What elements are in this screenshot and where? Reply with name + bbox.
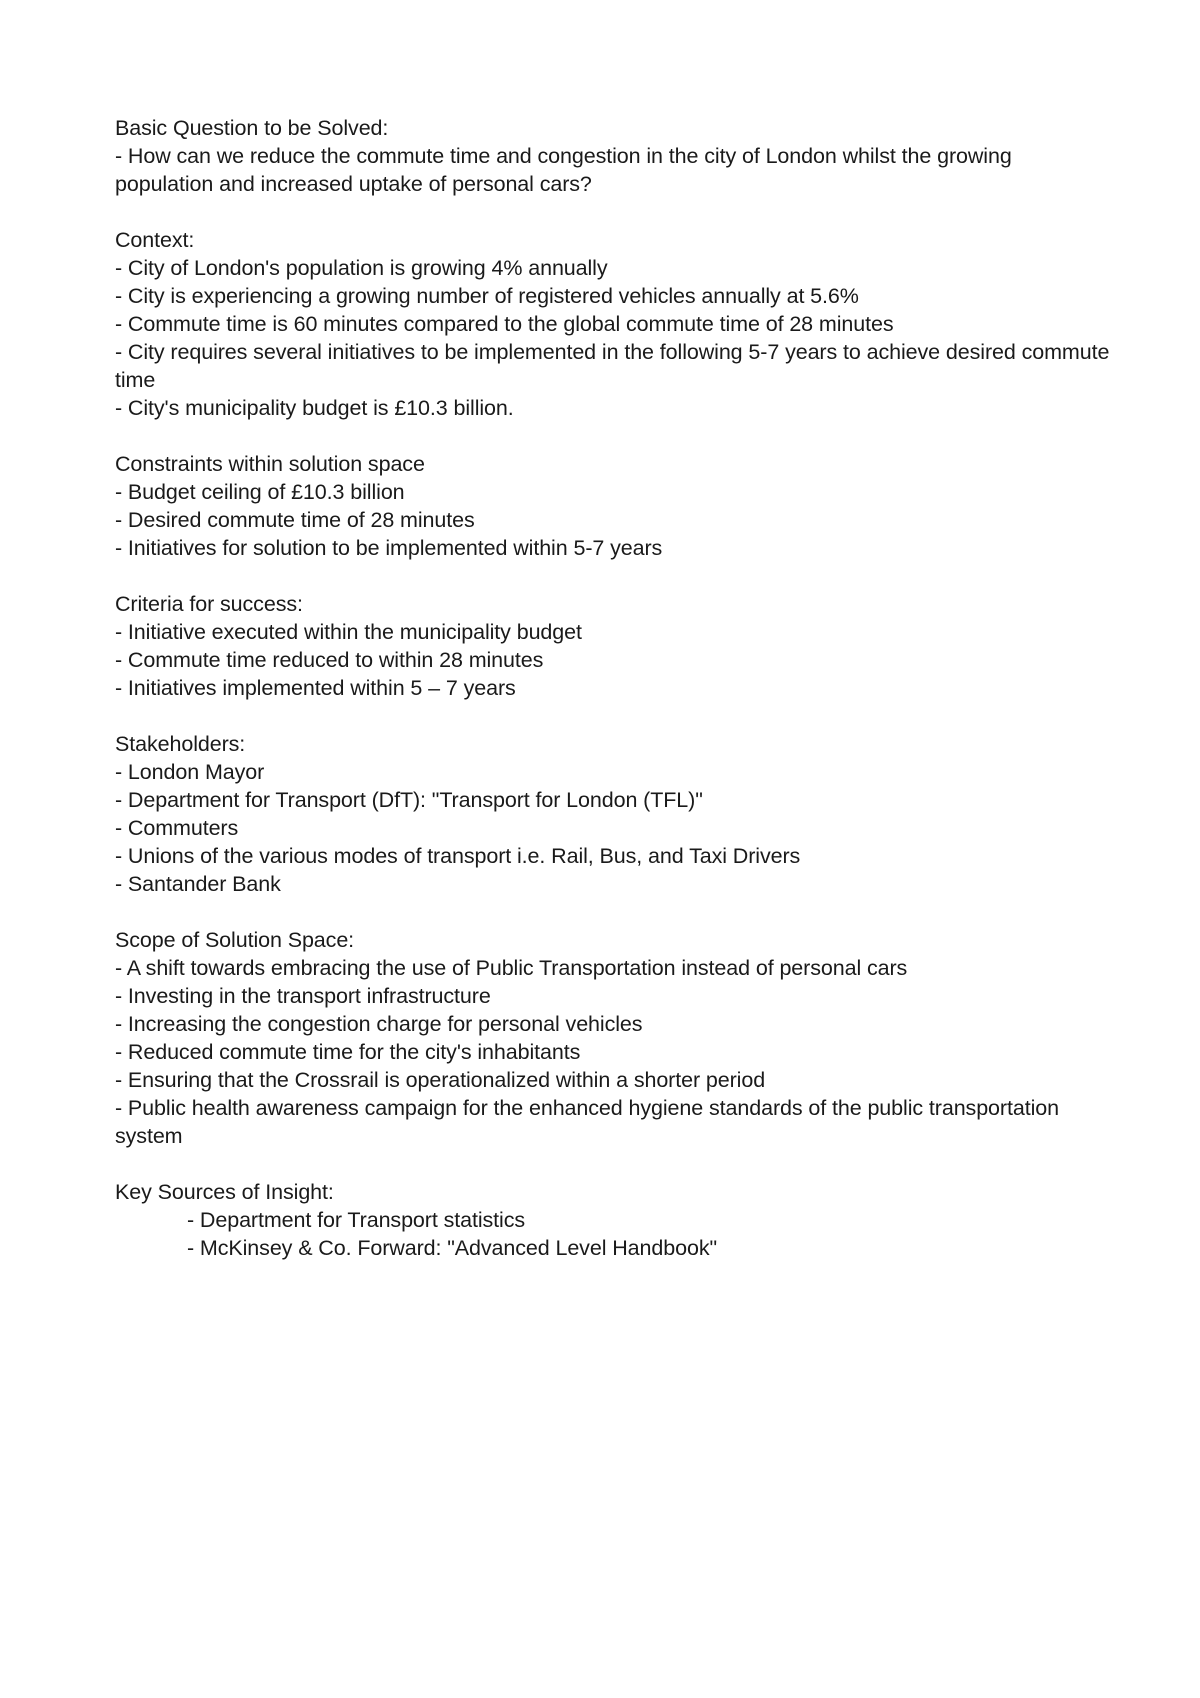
list-item: - Initiatives implemented within 5 – 7 years (115, 676, 516, 700)
list-item: - City is experiencing a growing number of registered vehicles annually at 5.6% (115, 284, 859, 308)
section-scope (115, 926, 1115, 1150)
list-item: - Desired commute time of 28 minutes (115, 508, 475, 532)
section-stakeholders (115, 730, 1115, 898)
list-item: - London Mayor (115, 760, 265, 784)
list-item: - Department for Transport statistics (187, 1208, 526, 1232)
list-item: - Public health awareness campaign for the enhanced hygiene standards of the public transportation system (115, 1096, 1059, 1148)
section-basic-question (115, 114, 1115, 198)
section-criteria (115, 590, 1115, 702)
list-item: - Santander Bank (115, 872, 281, 896)
section-heading: Stakeholders: (115, 732, 246, 756)
section-heading: Scope of Solution Space: (115, 928, 355, 952)
list-item: - Initiative executed within the municipality budget (115, 620, 582, 644)
list-item: - Ensuring that the Crossrail is operationalized within a shorter period (115, 1068, 766, 1092)
section-heading: Constraints within solution space (115, 452, 425, 476)
list-item: - McKinsey & Co. Forward: "Advanced Level Handbook" (187, 1236, 717, 1260)
list-item: - Commute time reduced to within 28 minutes (115, 648, 544, 672)
document-page (115, 114, 1115, 1290)
section-heading: Basic Question to be Solved: (115, 116, 389, 140)
list-item: - City's municipality budget is £10.3 billion. (115, 396, 514, 420)
section-constraints (115, 450, 1115, 562)
list-item: - A shift towards embracing the use of Public Transportation instead of personal cars (115, 956, 908, 980)
section-context (115, 226, 1115, 422)
section-heading: Criteria for success: (115, 592, 303, 616)
list-item: - Investing in the transport infrastructure (115, 984, 491, 1008)
section-key-sources (115, 1178, 1115, 1262)
list-item: - City of London's population is growing 4% annually (115, 256, 608, 280)
list-item: - Unions of the various modes of transport i.e. Rail, Bus, and Taxi Drivers (115, 844, 801, 868)
list-item: - How can we reduce the commute time and congestion in the city of London whilst the growing population and increased uptake of personal cars? (115, 144, 1012, 196)
list-item: - City requires several initiatives to be implemented in the following 5-7 years to achieve desired commute time (115, 340, 1110, 392)
list-item: - Initiatives for solution to be implemented within 5-7 years (115, 536, 663, 560)
list-item: - Budget ceiling of £10.3 billion (115, 480, 405, 504)
list-item: - Commuters (115, 816, 239, 840)
list-item: - Reduced commute time for the city's inhabitants (115, 1040, 581, 1064)
section-heading: Key Sources of Insight: (115, 1180, 334, 1204)
list-item: - Increasing the congestion charge for personal vehicles (115, 1012, 643, 1036)
section-heading: Context: (115, 228, 195, 252)
list-item: - Commute time is 60 minutes compared to the global commute time of 28 minutes (115, 312, 894, 336)
list-item: - Department for Transport (DfT): "Transport for London (TFL)" (115, 788, 703, 812)
